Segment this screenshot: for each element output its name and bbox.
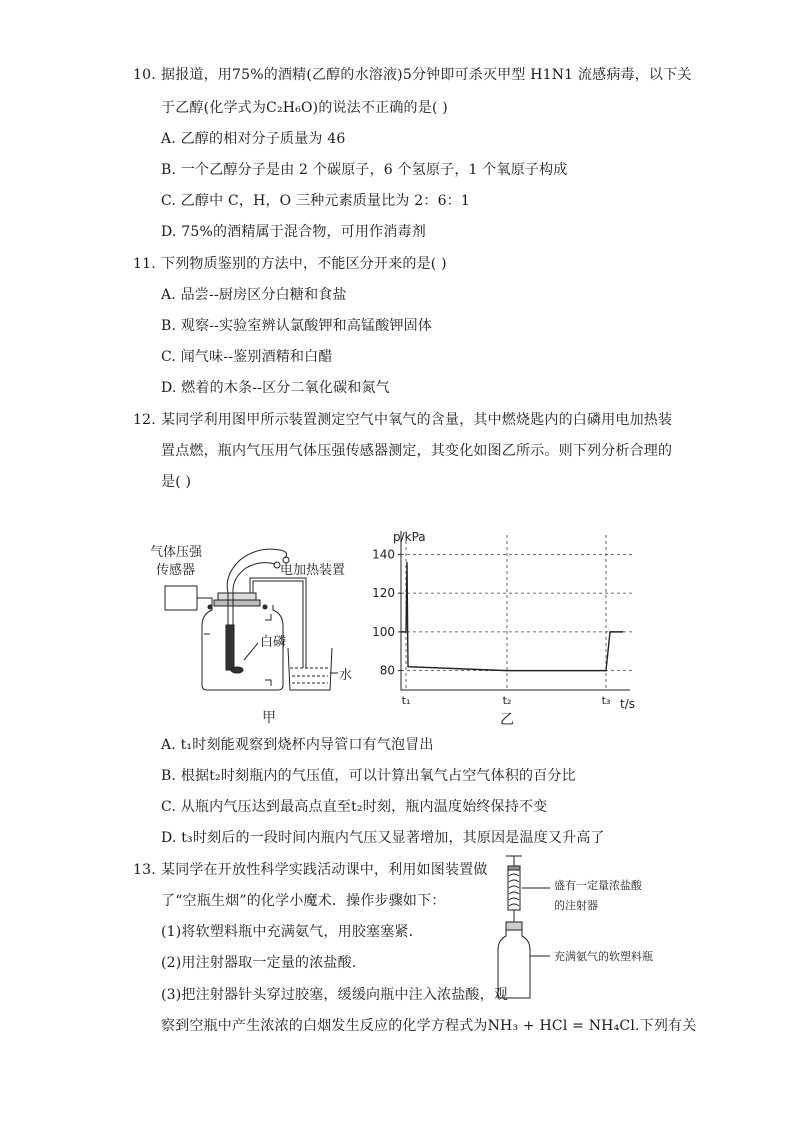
q10-stem-line2: 于乙醇(化学式为C₂H₆O)的说法不正确的是( ) — [161, 100, 448, 116]
y-axis-title: p/kPa — [393, 530, 426, 544]
ytick-label-140: 140 — [372, 547, 395, 562]
q11-option-d: D. 燃着的木条--区分二氧化碳和氮气 — [161, 380, 390, 396]
q12-option-a: A. t₁时刻能观察到烧杯内导管口有气泡冒出 — [161, 737, 434, 753]
figure-q13-apparatus — [490, 852, 690, 1012]
q11-option-b: B. 观察--实验室辨认氯酸钾和高锰酸钾固体 — [161, 318, 433, 334]
q11-option-c: C. 闻气味--鉴别酒精和白醋 — [161, 349, 333, 365]
q13-step3: (3)把注射器针头穿过胶塞，缓缓向瓶中注入浓盐酸，观 — [161, 987, 509, 1003]
figure-jia-apparatus — [140, 530, 360, 730]
heater-label: 电加热装置 — [280, 563, 346, 578]
q10-option-c: C. 乙醇中 C，H，O 三种元素质量比为 2：6：1 — [161, 193, 470, 209]
x-axis-title: t/s — [620, 697, 635, 711]
ytick-label-80: 80 — [379, 663, 395, 678]
q10-option-d: D. 75%的酒精属于混合物，可用作消毒剂 — [161, 224, 426, 240]
q10-number: 10. — [133, 67, 156, 83]
q13-number: 13. — [133, 862, 156, 878]
q13-stem-last: 察到空瓶中产生浓浓的白烟发生反应的化学方程式为NH₃ + HCl = NH₄Cl.下列有关 — [161, 1018, 697, 1034]
syringe-label-1: 盛有一定量浓盐酸 — [554, 879, 642, 892]
xtick-label-2: t₂ — [502, 694, 512, 707]
q12-stem-line2: 置点燃，瓶内气压用气体压强传感器测定，其变化如图乙所示。则下列分析合理的 — [161, 443, 673, 459]
q10-option-a: A. 乙醇的相对分子质量为 46 — [161, 131, 346, 147]
phosphorus-label: 白磷 — [260, 635, 287, 650]
q11-option-a: A. 品尝--厨房区分白糖和食盐 — [161, 287, 347, 303]
xtick-label-1: t₁ — [401, 694, 411, 707]
ytick-label-100: 100 — [372, 624, 395, 639]
q12-stem-line1: 某同学利用图甲所示装置测定空气中氧气的含量，其中燃烧匙内的白磷用电加热装 — [161, 412, 673, 428]
sensor-label-2: 传感器 — [156, 563, 196, 578]
water-label: 水 — [339, 668, 353, 683]
pressure-series-line — [401, 562, 623, 671]
figure-yi-pressure-chart — [355, 527, 650, 732]
q13-step1: (1)将软塑料瓶中充满氨气，用胶塞塞紧． — [161, 924, 423, 940]
ytick-label-120: 120 — [372, 586, 395, 601]
q11-number: 11. — [133, 256, 156, 272]
q11-stem: 下列物质鉴别的方法中，不能区分开来的是( ) — [161, 256, 447, 272]
xtick-label-3: t₃ — [601, 694, 611, 707]
sensor-label-1: 气体压强 — [150, 545, 203, 560]
q12-option-c: C. 从瓶内气压达到最高点直至t₂时刻，瓶内温度始终保持不变 — [161, 799, 548, 815]
chart-axes — [401, 531, 630, 690]
plastic-bottle-outline — [498, 930, 530, 998]
q12-option-d: D. t₃时刻后的一段时间内瓶内气压又显著增加，其原因是温度又升高了 — [161, 830, 605, 846]
q13-step2: (2)用注射器取一定量的浓盐酸． — [161, 955, 367, 971]
syringe-label-2: 的注射器 — [554, 899, 598, 912]
q12-number: 12. — [133, 412, 156, 428]
q12-stem-line3: 是( ) — [161, 474, 192, 490]
q12-option-b: B. 根据t₂时刻瓶内的气压值，可以计算出氧气占空气体积的百分比 — [161, 768, 576, 784]
q10-option-b: B. 一个乙醇分子是由 2 个碳原子，6 个氢原子，1 个氧原子构成 — [161, 162, 568, 178]
figure-yi-caption: 乙 — [500, 712, 514, 728]
q13-stem-line2: 了“空瓶生烟”的化学小魔术．操作步骤如下： — [161, 893, 446, 909]
q10-stem-line1: 据报道，用75%的酒精(乙醇的水溶液)5分钟即可杀灭甲型 H1N1 流感病毒，以下关 — [161, 67, 692, 83]
figure-jia-caption: 甲 — [262, 710, 276, 726]
q13-stem-line1: 某同学在开放性科学实践活动课中，利用如图装置做 — [161, 862, 488, 878]
pressure-sensor-box — [165, 586, 197, 610]
bottle-label: 充满氨气的软塑料瓶 — [554, 950, 653, 963]
